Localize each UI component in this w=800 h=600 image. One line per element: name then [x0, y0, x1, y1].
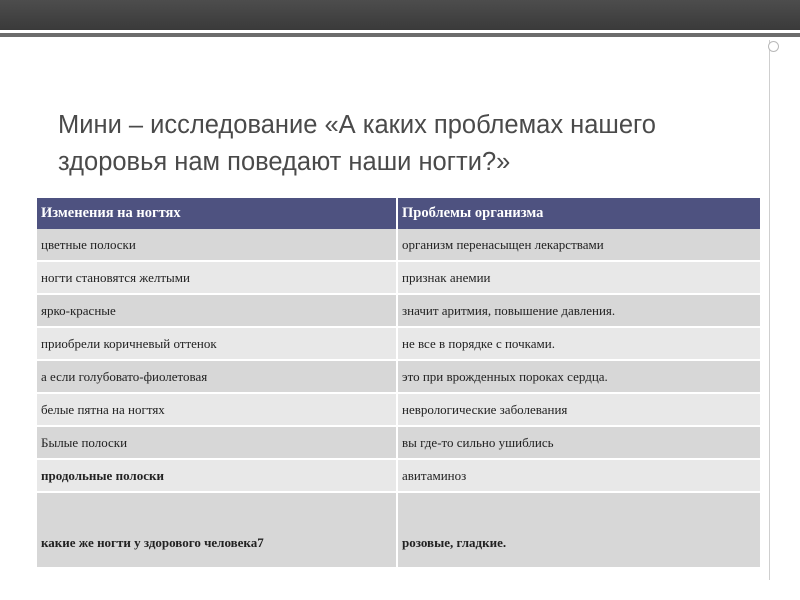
right-decorative-rule — [769, 40, 770, 580]
table-row — [37, 492, 760, 568]
cell-nail-change: Былые полоски — [37, 426, 397, 459]
table-row — [37, 327, 760, 360]
table-row — [37, 426, 760, 459]
cell-body-problem: не все в порядке с почками. — [397, 327, 760, 360]
cell-body-problem: авитаминоз — [397, 459, 760, 492]
table-row — [37, 459, 760, 492]
slide-title: Мини – исследование «А каких проблемах нашего здоровья нам поведают наши ногти?» — [58, 111, 656, 176]
cell-body-problem: организм перенасыщен лекарствами — [397, 229, 760, 261]
circle-ornament-icon — [768, 41, 779, 52]
cell-body-problem: вы где-то сильно ушиблись — [397, 426, 760, 459]
cell-body-problem: неврологические заболевания — [397, 393, 760, 426]
nail-changes-table — [37, 198, 760, 569]
cell-nail-change: продольные полоски — [37, 459, 397, 492]
cell-nail-change: ярко-красные — [37, 294, 397, 327]
cell-nail-change: какие же ногти у здорового человека7 — [37, 492, 397, 568]
table-row — [37, 261, 760, 294]
table-row — [37, 360, 760, 393]
top-decorative-line — [0, 33, 800, 37]
table-header-row — [37, 198, 760, 229]
header-body-problems: Проблемы организма — [397, 198, 760, 229]
cell-body-problem: это при врожденных пороках сердца. — [397, 360, 760, 393]
cell-body-problem: розовые, гладкие. — [397, 492, 760, 568]
cell-body-problem: признак анемии — [397, 261, 760, 294]
cell-nail-change: ногти становятся желтыми — [37, 261, 397, 294]
cell-nail-change: а если голубовато-фиолетовая — [37, 360, 397, 393]
header-nail-changes: Изменения на ногтях — [37, 198, 397, 229]
table-row — [37, 393, 760, 426]
table-row — [37, 294, 760, 327]
cell-body-problem: значит аритмия, повышение давления. — [397, 294, 760, 327]
table-row — [37, 229, 760, 261]
cell-nail-change: приобрели коричневый оттенок — [37, 327, 397, 360]
top-decorative-bar — [0, 0, 800, 30]
cell-nail-change: белые пятна на ногтях — [37, 393, 397, 426]
cell-nail-change: цветные полоски — [37, 229, 397, 261]
